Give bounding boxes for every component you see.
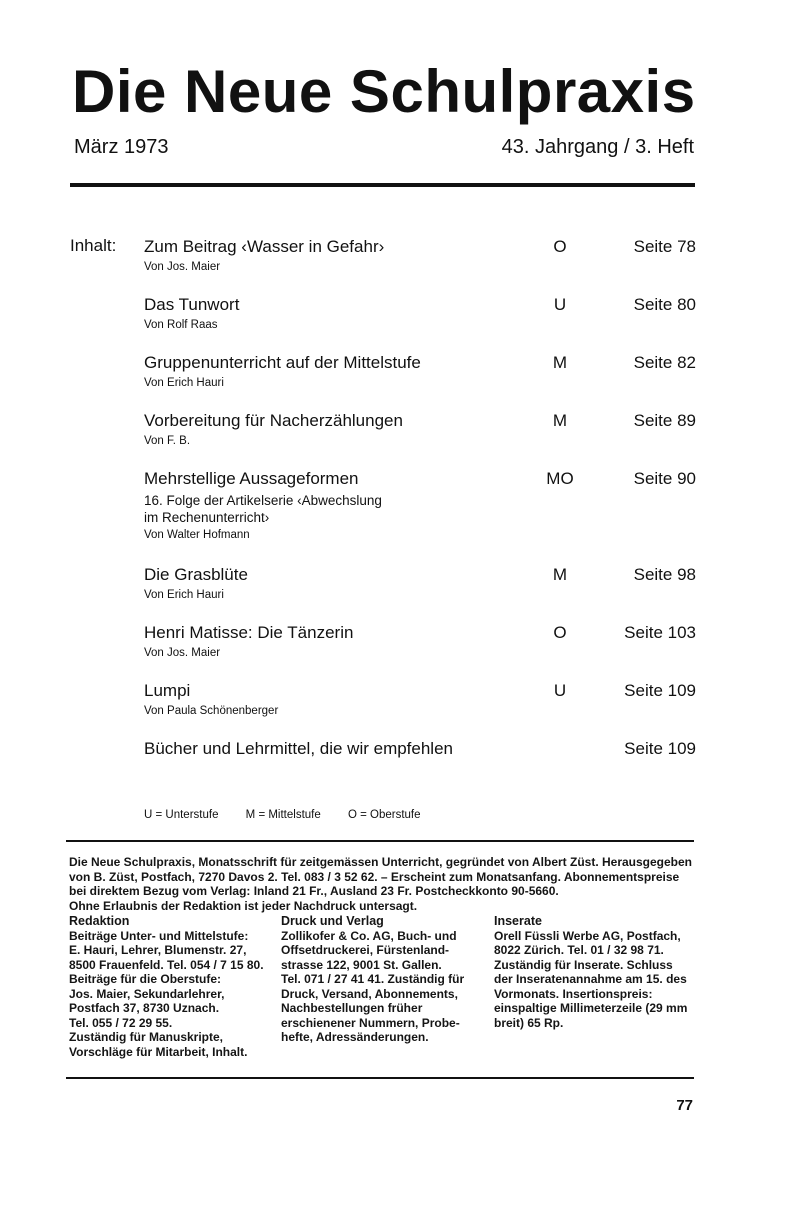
toc-entry-page[interactable]: Seite 98 [633, 565, 696, 584]
toc-entry[interactable] [144, 468, 696, 543]
toc-entry-title[interactable]: Die Grasblüte [144, 565, 248, 584]
magazine-title: Die Neue Schulpraxis [72, 58, 696, 125]
toc-entry-author: Von Paula Schönenberger [144, 705, 279, 717]
toc-entry-title[interactable]: Gruppenunterricht auf der Mittelstufe [144, 353, 421, 372]
imprint-line: bei direktem Bezug vom Verlag: Inland 21 Fr., Ausland 23 Fr. Postcheckkonto 90-5660. [69, 884, 559, 898]
imprint-line: von B. Züst, Postfach, 7270 Davos 2. Tel. 083 / 3 52 62. – Erscheint zum Monatsanfang. Abonnementspreise [69, 869, 680, 884]
redaktion-line: E. Hauri, Lehrer, Blumenstr. 27, [69, 943, 247, 957]
toc-entry-author: Von Jos. Maier [144, 261, 221, 273]
legend-unterstufe: U = Unterstufe [144, 809, 219, 821]
druck-line: strasse 122, 9001 St. Gallen. [281, 957, 442, 972]
imprint-line: Die Neue Schulpraxis, Monatsschrift für zeitgemässen Unterricht, gegründet von Albert Züst. Herausgegeben [69, 855, 693, 869]
toc-entry-title[interactable]: Das Tunwort [144, 295, 240, 314]
toc-entry-author: Von F. B. [144, 435, 191, 447]
toc-entry-author: Von Walter Hofmann [144, 529, 250, 541]
toc-entry[interactable] [144, 410, 696, 449]
druck-line: Nachbestellungen früher [281, 1001, 423, 1015]
druck-line: Tel. 071 / 27 41 41. Zuständig für [281, 972, 465, 986]
toc-entry-page[interactable]: Seite 109 [624, 739, 696, 758]
legend-oberstufe: O = Oberstufe [347, 809, 421, 821]
inserate-heading: Inserate [494, 914, 542, 928]
toc-entry-level: O [553, 623, 567, 642]
druck-heading: Druck und Verlag [281, 914, 384, 928]
issue-volume: 43. Jahrgang / 3. Heft [501, 136, 694, 158]
inserate-line: Vormonats. Insertionspreis: [494, 986, 653, 1001]
toc-entry[interactable] [144, 622, 696, 661]
druck-line: hefte, Adressänderungen. [281, 1030, 429, 1044]
toc-entry[interactable] [144, 680, 696, 719]
redaktion-line: Beiträge Unter- und Mittelstufe: [69, 928, 249, 943]
toc-entry-page[interactable]: Seite 109 [624, 681, 696, 700]
toc-entry[interactable] [144, 236, 696, 275]
inserate-line: einspaltige Millimeterzeile (29 mm [494, 1001, 688, 1015]
toc-entry-level: M [552, 411, 568, 430]
redaktion-line: Jos. Maier, Sekundarlehrer, [69, 986, 225, 1001]
imprint-text [69, 855, 697, 913]
inserate-line: der Inseratenannahme am 15. des [494, 972, 687, 986]
toc-entry[interactable] [144, 564, 696, 603]
imprint-druck-verlag [281, 914, 464, 1045]
issue-date: März 1973 [74, 136, 169, 158]
toc-entry-level: MO [546, 469, 574, 488]
redaktion-line: Tel. 055 / 72 29 55. [69, 1015, 173, 1030]
druck-line: Zollikofer & Co. AG, Buch- und [281, 928, 457, 943]
redaktion-line: Zuständig für Manuskripte, [69, 1030, 224, 1044]
toc-entry-title[interactable]: Bücher und Lehrmittel, die wir empfehlen [144, 739, 453, 758]
footer-rule [66, 1077, 694, 1079]
toc-entry-title[interactable]: Henri Matisse: Die Tänzerin [144, 623, 354, 642]
redaktion-line: 8500 Frauenfeld. Tel. 054 / 7 15 80. [69, 957, 264, 972]
redaktion-line: Beiträge für die Oberstufe: [69, 972, 222, 986]
druck-line: Druck, Versand, Abonnements, [281, 986, 458, 1001]
toc-entry-level: O [553, 237, 567, 256]
druck-line: Offsetdruckerei, Fürstenland- [281, 943, 450, 957]
toc-entry-level: M [552, 565, 568, 584]
inserate-line: Zuständig für Inserate. Schluss [494, 957, 673, 972]
toc-entry-page[interactable]: Seite 82 [633, 353, 696, 372]
toc-entry-title[interactable]: Lumpi [144, 681, 191, 700]
toc-entry-author: Von Rolf Raas [144, 319, 218, 331]
toc-entry-title[interactable]: Mehrstellige Aussageformen [144, 469, 359, 488]
imprint-line: Ohne Erlaubnis der Redaktion ist jeder Nachdruck untersagt. [69, 898, 418, 913]
toc-entry-page[interactable]: Seite 89 [633, 411, 696, 430]
redaktion-line: Postfach 37, 8730 Uznach. [69, 1001, 220, 1015]
inserate-line: breit) 65 Rp. [494, 1015, 564, 1030]
toc-entry-level: U [553, 681, 567, 700]
toc-entry-page[interactable]: Seite 103 [624, 623, 696, 642]
header-rule [70, 183, 695, 187]
toc-entry-subtitle: 16. Folge der Artikelserie ‹Abwechslung [144, 493, 382, 508]
toc-entry-page[interactable]: Seite 80 [633, 295, 696, 314]
toc-entry[interactable] [144, 352, 696, 391]
toc-entry-author: Von Erich Hauri [144, 589, 224, 601]
level-legend [144, 809, 445, 821]
toc-entry-level: M [552, 353, 568, 372]
toc-entry-subtitle: im Rechenunterricht› [144, 510, 270, 525]
page-number: 77 [676, 1097, 693, 1114]
toc-entry-author: Von Erich Hauri [144, 377, 224, 389]
inserate-line: Orell Füssli Werbe AG, Postfach, [494, 928, 681, 943]
toc-entry[interactable] [144, 738, 696, 760]
redaktion-line: Vorschläge für Mitarbeit, Inhalt. [69, 1044, 248, 1059]
druck-line: erschienener Nummern, Probe- [281, 1015, 460, 1030]
toc-entry-title[interactable]: Vorbereitung für Nacherzählungen [144, 411, 403, 430]
toc-entry-level: U [553, 295, 567, 314]
toc-entry-title[interactable]: Zum Beitrag ‹Wasser in Gefahr› [144, 237, 385, 256]
legend-mittelstufe: M = Mittelstufe [245, 809, 321, 821]
toc-entry-author: Von Jos. Maier [144, 647, 221, 659]
toc-entry-page[interactable]: Seite 78 [633, 237, 696, 256]
imprint-redaktion [69, 914, 264, 1059]
inserate-line: 8022 Zürich. Tel. 01 / 32 98 71. [494, 943, 664, 957]
redaktion-heading: Redaktion [69, 914, 130, 928]
imprint-inserate [494, 914, 687, 1030]
imprint-top-rule [66, 840, 694, 842]
toc-label: Inhalt: [70, 236, 117, 255]
toc-entry[interactable] [144, 294, 696, 333]
toc-entry-page[interactable]: Seite 90 [633, 469, 696, 488]
